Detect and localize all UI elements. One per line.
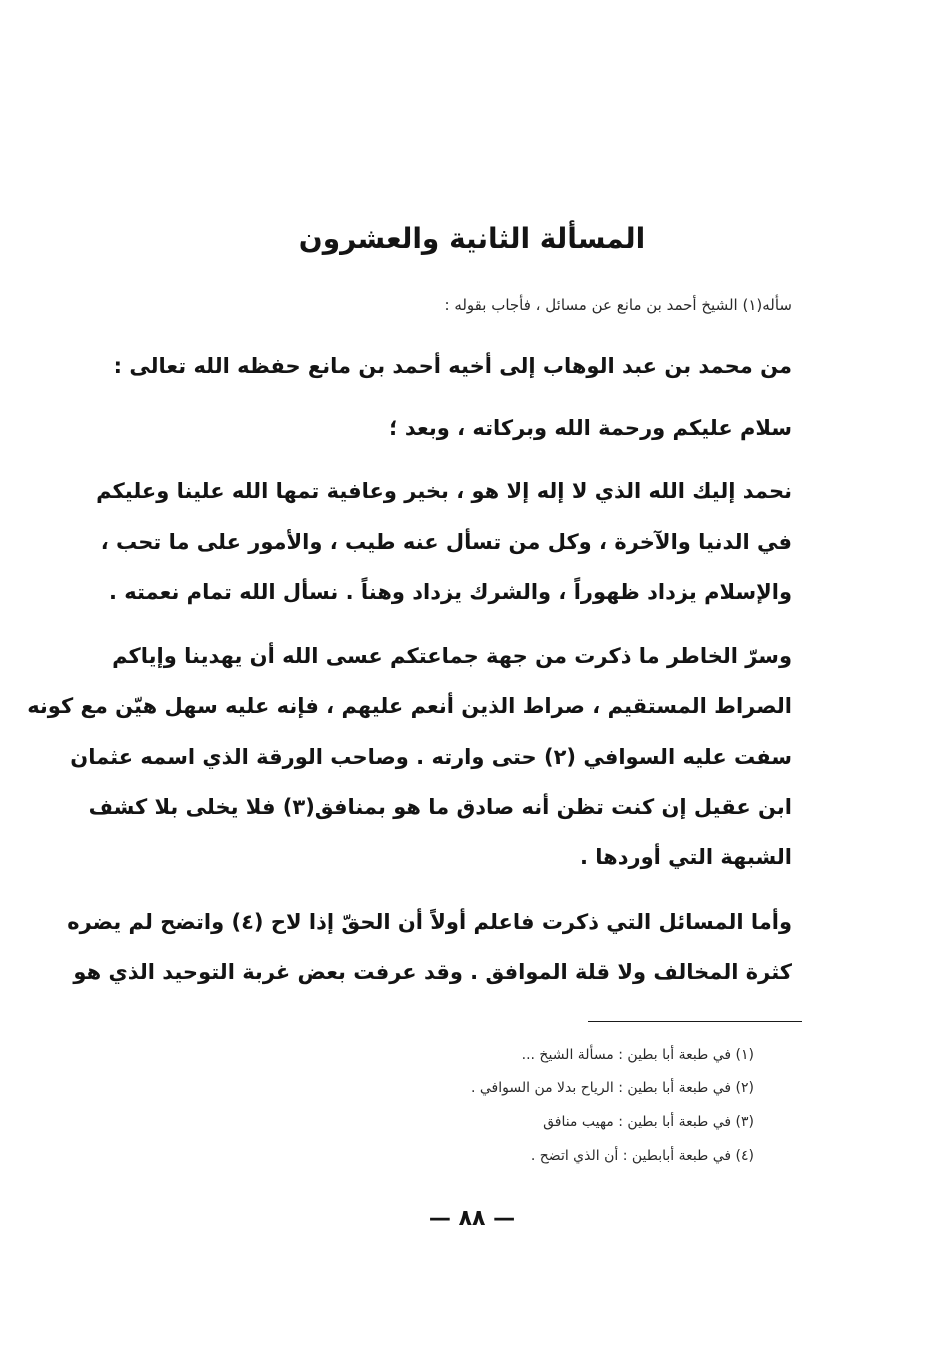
greeting-line: سلام عليكم ورحمة الله وبركاته ، وبعد ؛ [389,416,792,440]
intro-line: سأله(١) الشيخ أحمد بن مانع عن مسائل ، فأجاب بقوله : [444,296,792,314]
letter-salutation-line: من محمد بن عبد الوهاب إلى أخيه أحمد بن مانع حفظه الله تعالى : [113,354,792,378]
paragraph-line: في الدنيا والآخرة ، وكل من تسأل عنه طيب ، والأمور على ما تحب ، [100,530,792,554]
paragraph-line: سفت عليه السوافي (٢) حتى وارته . وصاحب الورقة الذي اسمه عثمان [70,745,792,769]
section-title: المسألة الثانية والعشرون [298,222,646,255]
paragraph-line: وأما المسائل التي ذكرت فاعلم أولاً أن الحقّ إذا لاح (٤) واتضح لم يضره [67,910,792,934]
footnote-1: (١) في طبعة أبا بطين : مسألة الشيخ ... [521,1047,754,1063]
paragraph-line: نحمد إليك الله الذي لا إله إلا هو ، بخير وعافية تمها الله علينا وعليكم [96,479,792,503]
paragraph-line: كثرة المخالف ولا قلة الموافق . وقد عرفت بعض غربة التوحيد الذي هو [73,960,792,984]
footnote-4: (٤) في طبعة أبابطين : أن الذي اتضح . [530,1148,754,1164]
paragraph-line: وسرّ الخاطر ما ذكرت من جهة جماعتكم عسى الله أن يهدينا وإياكم [112,644,792,668]
footnote-2: (٢) في طبعة أبا بطين : الرياح بدلا من السوافي . [470,1080,754,1096]
footnote-separator [588,1021,802,1022]
paragraph-line: الصراط المستقيم ، صراط الذين أنعم عليهم ، فإنه عليه سهل هيّن مع كونه [27,694,792,718]
paragraph-line: الشبهة التي أوردها . [580,845,792,869]
footnote-3: (٣) في طبعة أبا بطين : مهيب منافق [543,1114,754,1130]
page-number: — ٨٨ — [428,1206,516,1231]
paragraph-line: والإسلام يزداد ظهوراً ، والشرك يزداد وهناً . نسأل الله تمام نعمته . [108,580,792,604]
paragraph-line: ابن عقيل إن كنت تظن أنه صادق ما هو بمنافق(٣) فلا يخلى بلا كشف [88,795,792,819]
